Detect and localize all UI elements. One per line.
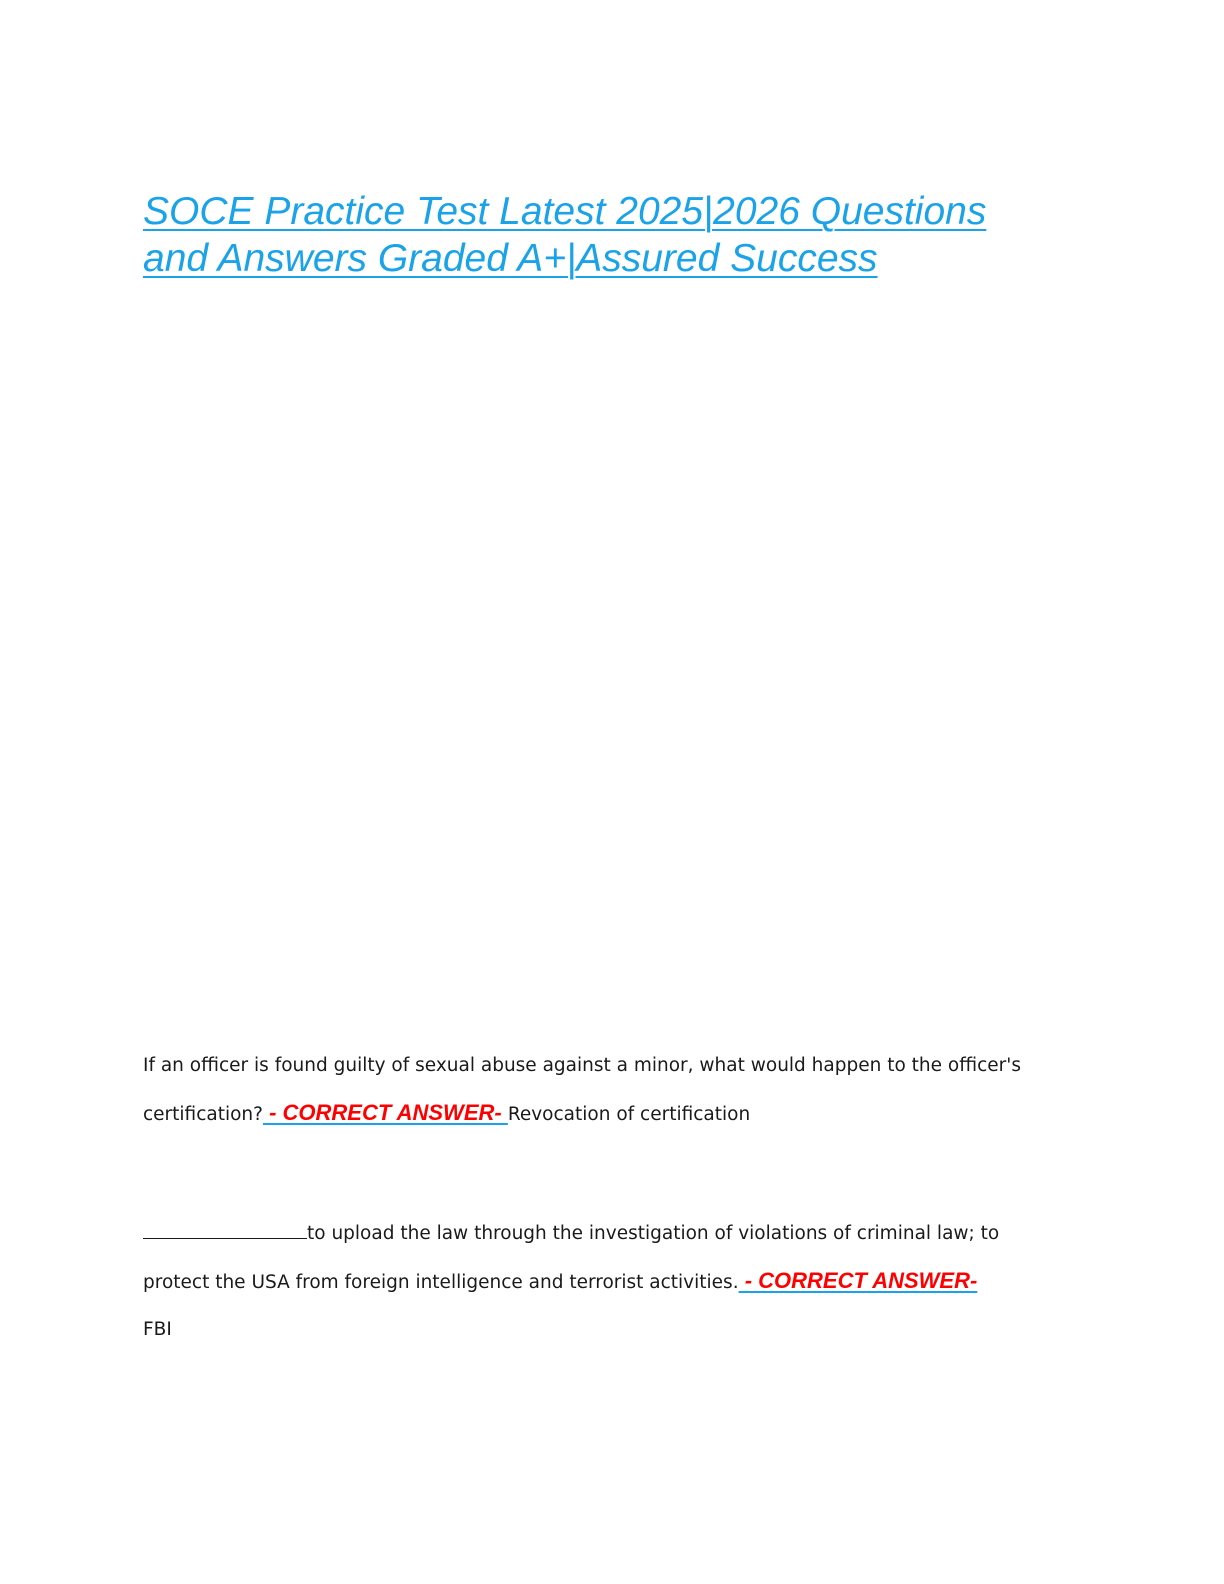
question-text: certification? [143,1104,263,1125]
fill-in-blank [143,1237,307,1239]
qa-item [143,1210,1103,1353]
question-line [143,1257,1103,1306]
question-answer-line [143,1089,1103,1138]
correct-answer-marker: - CORRECT ANSWER- [738,1268,978,1293]
qa-item [143,1042,1103,1138]
question-text: protect the USA from foreign intelligence and terrorist activities. [143,1272,739,1293]
title-line-1: SOCE Practice Test Latest 2025|2026 Questions [143,190,987,233]
question-line [143,1210,1103,1257]
answer-text: Revocation of certification [507,1104,751,1125]
correct-answer-marker: - CORRECT ANSWER- [262,1100,508,1125]
title-line-2: and Answers Graded A+|Assured Success [143,237,878,280]
document-title [143,188,1103,282]
answer-text: FBI [143,1319,172,1340]
question-text: If an officer is found guilty of sexual abuse against a minor, what would happen to the officer's [143,1055,1022,1076]
question-text: to upload the law through the investigation of violations of criminal law; to [307,1223,1000,1244]
